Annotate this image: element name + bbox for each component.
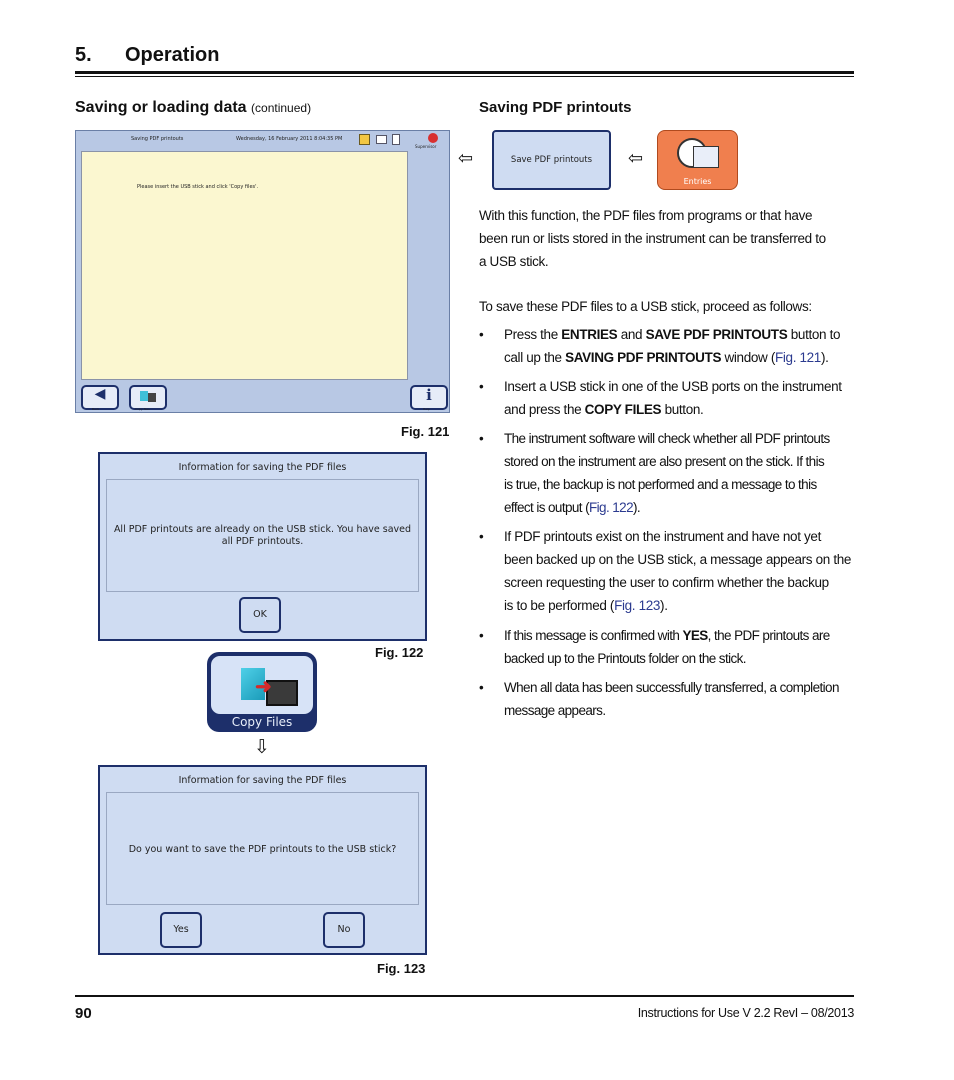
bullet-text bbox=[504, 323, 854, 369]
text: If this message is confirmed with bbox=[504, 628, 683, 643]
ok-button[interactable]: OK bbox=[239, 597, 281, 633]
copy-files-icon-area bbox=[211, 656, 313, 714]
bullet-text bbox=[504, 624, 854, 670]
message-area bbox=[81, 151, 408, 380]
fig-link[interactable]: Fig. 122 bbox=[589, 500, 633, 515]
text: ). bbox=[820, 350, 829, 365]
text: window ( bbox=[721, 350, 775, 365]
back-label: Back bbox=[92, 407, 100, 411]
user-label: Supervisor bbox=[415, 144, 437, 149]
document-icon[interactable] bbox=[392, 134, 400, 145]
fig121-caption: Fig. 121 bbox=[401, 424, 450, 439]
save-pdf-printouts-button[interactable] bbox=[492, 130, 611, 190]
page-number: 90 bbox=[75, 1005, 92, 1022]
section-number: 5. bbox=[75, 44, 92, 66]
screen-icon[interactable] bbox=[376, 135, 387, 144]
bullet-dot: • bbox=[479, 628, 484, 643]
left-subheading: Saving or loading data bbox=[75, 99, 247, 116]
fig122-message-line1: All PDF printouts are already on the USB stick. You have saved bbox=[113, 524, 412, 535]
fig122-message bbox=[107, 524, 418, 548]
text: and press the bbox=[504, 402, 585, 417]
arrow-down-icon: ⇩ bbox=[254, 736, 270, 758]
left-subheading-block bbox=[75, 99, 311, 117]
doc-info: Instructions for Use V 2.2 RevI – 08/2013 bbox=[637, 1006, 854, 1020]
help-label: Help bbox=[423, 407, 430, 411]
text: is to be performed ( bbox=[504, 598, 615, 613]
arrow-right-icon: ➜ bbox=[255, 676, 272, 698]
fig121-datetime: Wednesday, 16 February 2011 8:04:35 PM bbox=[236, 136, 343, 142]
text: Press the bbox=[504, 327, 562, 342]
text: call up the bbox=[504, 350, 566, 365]
bullet-text bbox=[504, 375, 854, 421]
fig121-screen-title: Saving PDF printouts bbox=[131, 136, 184, 142]
fig122-message-box bbox=[106, 479, 419, 592]
text: effect is output ( bbox=[504, 500, 590, 515]
save-pdf-printouts-label: Save PDF printouts bbox=[510, 155, 593, 165]
fig121-message: Please insert the USB stick and click 'Copy files'. bbox=[137, 184, 259, 190]
text: When all data has been successfully transferred, a completion bbox=[504, 680, 839, 695]
copy-files-small-label: Copy files bbox=[135, 407, 150, 411]
intro-paragraph bbox=[479, 204, 855, 273]
text: button to bbox=[787, 327, 841, 342]
text: ). bbox=[633, 500, 641, 515]
bullet-dot: • bbox=[479, 327, 484, 342]
entries-button[interactable] bbox=[657, 130, 738, 190]
entries-label: Entries bbox=[683, 177, 712, 186]
fig123-caption: Fig. 123 bbox=[377, 961, 426, 976]
fig122-message-line2: all PDF printouts. bbox=[221, 536, 304, 547]
usb-icon bbox=[148, 393, 156, 402]
text: If PDF printouts exist on the instrument and have not yet bbox=[504, 529, 821, 544]
fig122-title: Information for saving the PDF files bbox=[178, 462, 347, 473]
bold-text: SAVE PDF PRINTOUTS bbox=[645, 327, 788, 342]
folder-icon[interactable] bbox=[359, 134, 370, 145]
text: message appears. bbox=[504, 703, 606, 718]
text: been backed up on the USB stick, a message appears on the bbox=[504, 552, 852, 567]
text: button. bbox=[661, 402, 704, 417]
bold-text: ENTRIES bbox=[561, 327, 618, 342]
footer-rule bbox=[75, 995, 854, 997]
text: and bbox=[617, 327, 646, 342]
header-rule bbox=[75, 71, 854, 74]
copy-files-label: Copy Files bbox=[231, 715, 293, 729]
proceed-text: To save these PDF files to a USB stick, proceed as follows: bbox=[479, 299, 812, 314]
back-button[interactable] bbox=[81, 385, 119, 410]
fig122-dialog bbox=[98, 452, 427, 641]
arrow-left-icon: ◀ bbox=[94, 386, 106, 402]
yes-button[interactable]: Yes bbox=[160, 912, 202, 948]
intro-line: a USB stick. bbox=[479, 254, 549, 269]
text: is true, the backup is not performed and a message to this bbox=[504, 477, 817, 492]
text: stored on the instrument are also present on the stick. If this bbox=[504, 454, 825, 469]
text: backed up to the Printouts folder on the stick. bbox=[504, 651, 746, 666]
right-subheading: Saving PDF printouts bbox=[479, 99, 632, 116]
fig123-title: Information for saving the PDF files bbox=[178, 775, 347, 786]
text: The instrument software will check whether all PDF printouts bbox=[504, 431, 830, 446]
copy-files-button[interactable] bbox=[207, 652, 317, 732]
bullet-text bbox=[504, 676, 854, 722]
fig123-message-box bbox=[106, 792, 419, 905]
bullet-text bbox=[504, 427, 854, 519]
intro-line: With this function, the PDF files from programs or that have bbox=[479, 208, 813, 223]
bold-text: COPY FILES bbox=[584, 402, 662, 417]
info-icon: i bbox=[426, 386, 432, 404]
calendar-icon bbox=[693, 146, 719, 168]
fig-link[interactable]: Fig. 123 bbox=[614, 598, 661, 613]
section-title: Operation bbox=[125, 44, 220, 66]
bullet-text bbox=[504, 525, 854, 617]
bullet-dot: • bbox=[479, 379, 484, 394]
intro-line: been run or lists stored in the instrument can be transferred to bbox=[479, 231, 826, 246]
arrow-left-icon: ⇦ bbox=[458, 148, 474, 169]
left-subheading-note: (continued) bbox=[251, 101, 312, 115]
arrow-left-icon-2: ⇦ bbox=[628, 148, 644, 169]
folder-icon bbox=[140, 391, 148, 401]
fig123-message: Do you want to save the PDF printouts to the USB stick? bbox=[128, 844, 397, 855]
bold-text: YES bbox=[682, 628, 708, 643]
user-icon[interactable] bbox=[428, 133, 438, 143]
text: screen requesting the user to confirm whether the backup bbox=[504, 575, 829, 590]
fig123-dialog bbox=[98, 765, 427, 955]
bullet-dot: • bbox=[479, 431, 484, 446]
bullet-dot: • bbox=[479, 529, 484, 544]
bold-text: SAVING PDF PRINTOUTS bbox=[565, 350, 722, 365]
header-rule-thin bbox=[75, 76, 854, 77]
bullet-dot: • bbox=[479, 680, 484, 695]
text: Insert a USB stick in one of the USB ports on the instrument bbox=[504, 379, 842, 394]
text: ). bbox=[660, 598, 668, 613]
fig121-screenshot bbox=[75, 130, 450, 413]
no-button[interactable]: No bbox=[323, 912, 365, 948]
fig122-caption: Fig. 122 bbox=[375, 645, 424, 660]
fig-link[interactable]: Fig. 121 bbox=[774, 350, 821, 365]
text: , the PDF printouts are bbox=[707, 628, 830, 643]
